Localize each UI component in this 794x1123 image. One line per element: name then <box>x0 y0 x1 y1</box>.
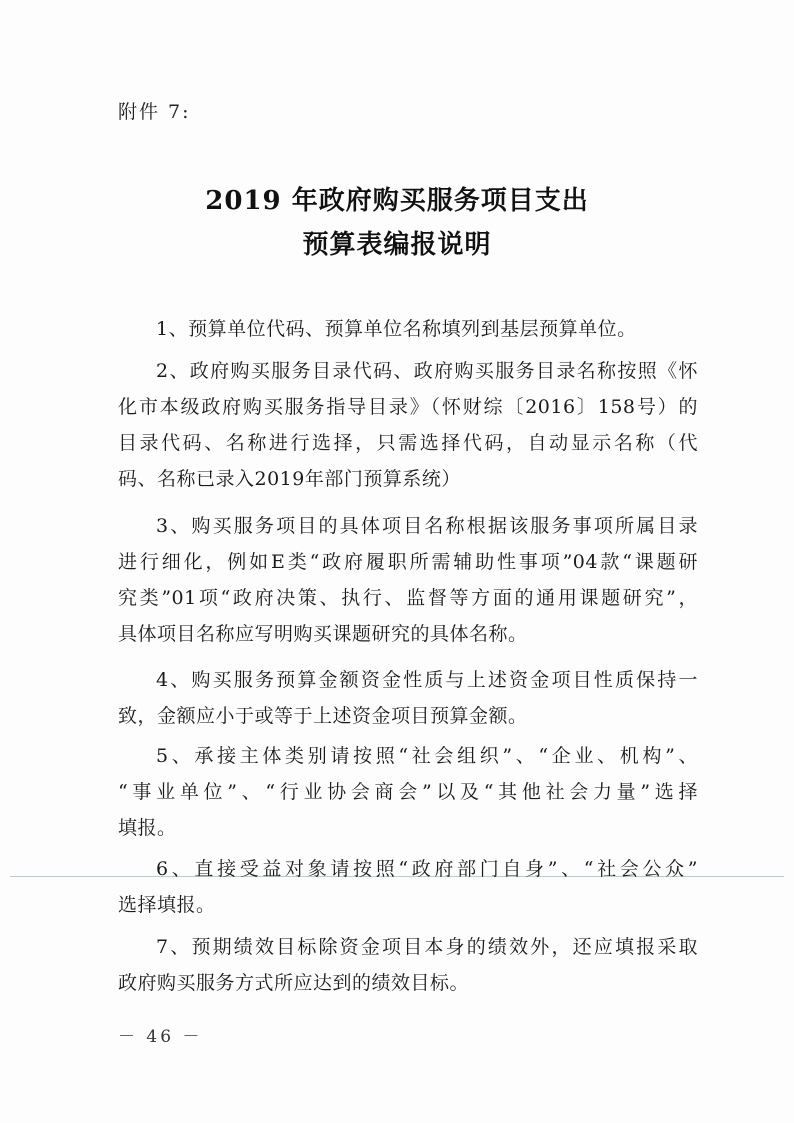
paragraph-line: 政府购买服务方式所应达到的绩效目标。 <box>118 972 470 994</box>
paragraph-1 <box>118 311 698 347</box>
paragraph-line: 化市本级政府购买服务指导目录》（怀财综〔2016〕158号）的 <box>118 396 698 418</box>
paragraph-line: 1、预算单位代码、预算单位名称填列到基层预算单位。 <box>156 318 637 340</box>
paragraph-line: 究类”01项“政府决策、执行、监督等方面的通用课题研究”， <box>118 587 698 609</box>
paragraph-6 <box>118 851 698 923</box>
paragraph-line: “事业单位”、“行业协会商会”以及“其他社会力量”选择 <box>118 781 698 803</box>
paragraph-line: 填报。 <box>118 817 177 839</box>
paragraph-line: 具体项目名称应写明购买课题研究的具体名称。 <box>118 623 528 645</box>
paragraph-7 <box>118 929 698 1001</box>
paragraph-5 <box>118 738 698 846</box>
document-title-line-2: 预算表编报说明 <box>302 230 492 260</box>
document-title-line-1: 2019 年政府购买服务项目支出 <box>205 186 589 216</box>
paragraph-line: 2、政府购买服务目录代码、政府购买服务目录名称按照《怀 <box>156 360 698 382</box>
paragraph-4 <box>118 662 698 734</box>
paragraph-line: 目录代码、名称进行选择，只需选择代码，自动显示名称（代 <box>118 432 698 454</box>
paragraph-line: 码、名称已录入2019年部门预算系统） <box>118 468 461 490</box>
attachment-label: 附件 7: <box>118 101 191 123</box>
paragraph-line: 进行细化，例如E类“政府履职所需辅助性事项”04款“课题研 <box>118 551 698 573</box>
paragraph-2 <box>118 353 698 497</box>
paragraph-line: 6、直接受益对象请按照“政府部门自身”、“社会公众” <box>156 858 698 880</box>
paragraph-line: 7、预期绩效目标除资金项目本身的绩效外，还应填报采取 <box>156 936 698 958</box>
paragraph-line: 选择填报。 <box>118 894 216 916</box>
paragraph-3 <box>118 508 698 652</box>
page-number: － 46 － <box>118 1027 203 1047</box>
paragraph-line: 3、购买服务项目的具体项目名称根据该服务事项所属目录 <box>156 515 698 537</box>
paragraph-line: 5、承接主体类别请按照“社会组织”、“企业、机构”、 <box>156 745 698 767</box>
paragraph-line: 4、购买服务预算金额资金性质与上述资金项目性质保持一 <box>156 669 698 691</box>
paragraph-line: 致，金额应小于或等于上述资金项目预算金额。 <box>118 705 528 727</box>
